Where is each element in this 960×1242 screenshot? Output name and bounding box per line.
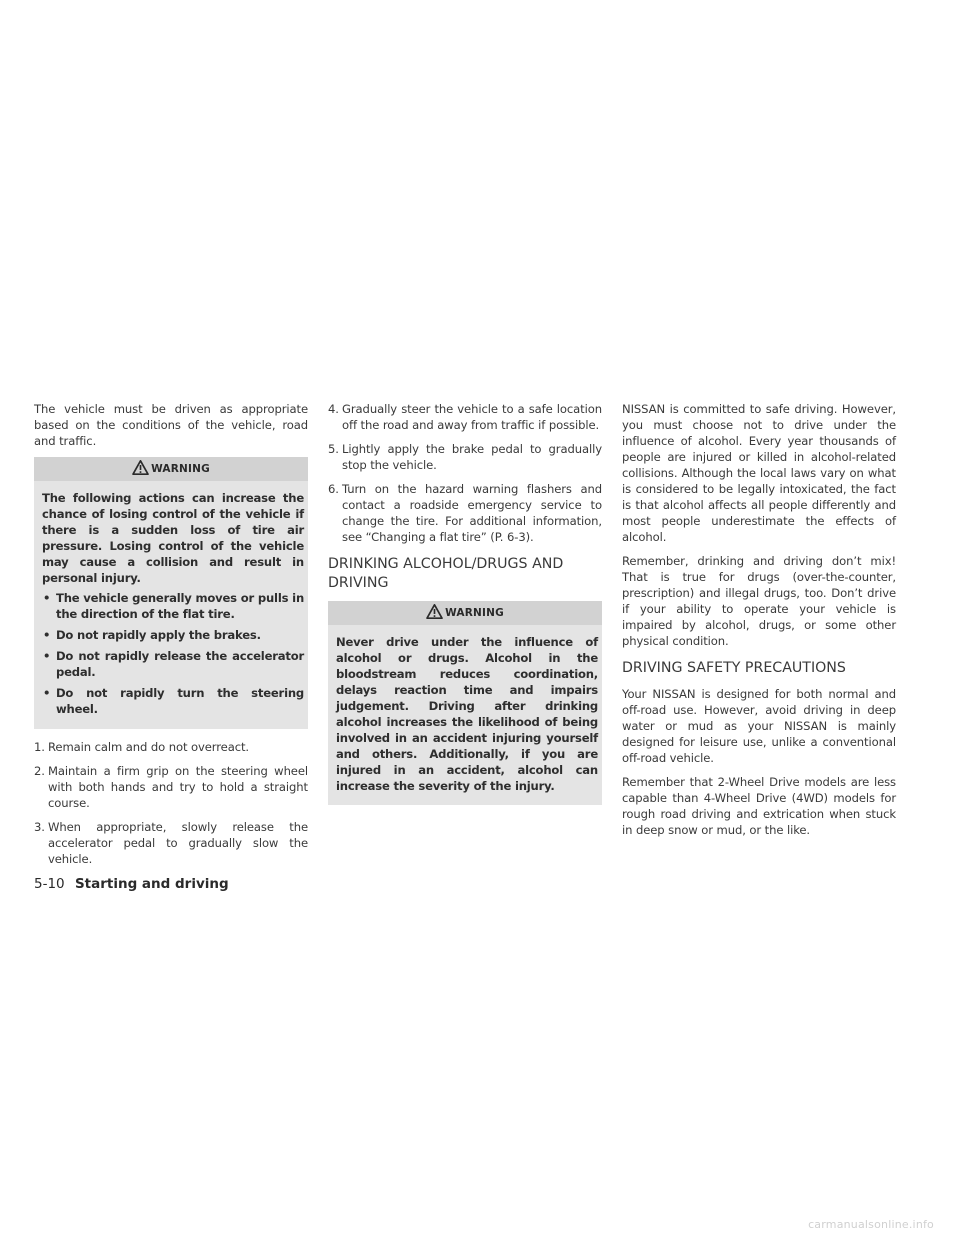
- section-heading-alcohol: DRINKING ALCOHOL/DRUGS AND DRIVING: [328, 556, 564, 591]
- page-footer: [34, 876, 229, 892]
- column-right: [622, 401, 896, 846]
- warning-box-alcohol: [328, 601, 602, 805]
- warning-bullet: • Do not rapidly release the accelerator pedal.: [42, 648, 304, 680]
- watermark: carmanualsonline.info: [808, 1218, 934, 1231]
- footer-section-title: Starting and driving: [74, 876, 229, 892]
- paragraph: Remember, drinking and driving don’t mix! That is true for drugs (over-the-counter, prescription) and illegal drugs, too. Don’t drive if your ability to operate your vehicle is impaired by alcohol, drugs, or some other physical condition.: [622, 554, 896, 648]
- warning-body: [34, 481, 308, 729]
- warning-bullet-list: [42, 590, 304, 717]
- step-text: Maintain a firm grip on the steering wheel with both hands and try to hold a straight course.: [48, 764, 308, 810]
- column-left: [34, 401, 308, 877]
- step-number: 5.: [328, 442, 339, 456]
- step-text: Gradually steer the vehicle to a safe location off the road and away from traffic if possible.: [342, 402, 602, 432]
- page-number: 5-10: [34, 876, 65, 892]
- step-item: [34, 739, 308, 755]
- warning-box-tire: [34, 457, 308, 729]
- paragraph: NISSAN is committed to safe driving. However, you must choose not to drive under the influence of alcohol. Every year thousands of people are injured or killed in alcohol-related collisions. Although the local laws vary on what is considered to be legally intoxicated, the fact is that alcohol affects all people differently and most people underestimate the effects of alcohol.: [622, 402, 896, 544]
- step-item: [328, 441, 602, 473]
- warning-label: WARNING: [151, 463, 210, 475]
- step-text: Lightly apply the brake pedal to gradually stop the vehicle.: [342, 442, 602, 472]
- warning-triangle-icon: [132, 460, 149, 475]
- warning-label: WARNING: [445, 607, 504, 619]
- step-text: Remain calm and do not overreact.: [48, 740, 250, 754]
- step-item: [328, 481, 602, 545]
- step-number: 3.: [34, 820, 45, 834]
- warning-triangle-icon: [426, 604, 443, 619]
- step-text: When appropriate, slowly release the accelerator pedal to gradually slow the vehicle.: [48, 820, 308, 866]
- step-number: 6.: [328, 482, 339, 496]
- warning-text: The following actions can increase the chance of losing control of the vehicle if there is a sudden loss of tire air pressure. Losing control of the vehicle may cause a collision and result in personal injury.: [42, 491, 304, 585]
- warning-bullet: • The vehicle generally moves or pulls in the direction of the flat tire.: [42, 590, 304, 622]
- steps-list-2: [328, 401, 602, 545]
- step-item: [34, 763, 308, 811]
- paragraph: Your NISSAN is designed for both normal and off-road use. However, avoid driving in deep water or mud as your NISSAN is mainly designed for leisure use, unlike a conventional off-road vehicle.: [622, 687, 896, 765]
- column-middle: [328, 401, 602, 815]
- step-number: 4.: [328, 402, 339, 416]
- paragraph: Remember that 2-Wheel Drive models are less capable than 4-Wheel Drive (4WD) models for rough road driving and extrication when stuck in deep snow or mud, or the like.: [622, 775, 896, 837]
- warning-header: [328, 601, 602, 625]
- step-item: [34, 819, 308, 867]
- warning-bullet: • Do not rapidly turn the steering wheel.: [42, 685, 304, 717]
- section-heading-safety: DRIVING SAFETY PRECAUTIONS: [622, 660, 846, 676]
- step-number: 1.: [34, 740, 45, 754]
- steps-list-1: [34, 739, 308, 867]
- step-text: Turn on the hazard warning flashers and contact a roadside emergency service to change the tire. For additional information, see “Changing a flat tire” (P. 6-3).: [342, 482, 602, 544]
- step-number: 2.: [34, 764, 45, 778]
- warning-body: [328, 625, 602, 805]
- warning-text: Never drive under the influence of alcohol or drugs. Alcohol in the bloodstream reduces coordination, delays reaction time and impairs judgement. Driving after drinking alcohol increases the likelihood of being involved in an accident injuring yourself and others. Additionally, if you are injured in an accident, alcohol can increase the severity of the injury.: [336, 635, 598, 793]
- warning-header: [34, 457, 308, 481]
- step-item: [328, 401, 602, 433]
- intro-paragraph: The vehicle must be driven as appropriate based on the conditions of the vehicle, road and traffic.: [34, 402, 308, 448]
- warning-bullet: • Do not rapidly apply the brakes.: [42, 627, 304, 643]
